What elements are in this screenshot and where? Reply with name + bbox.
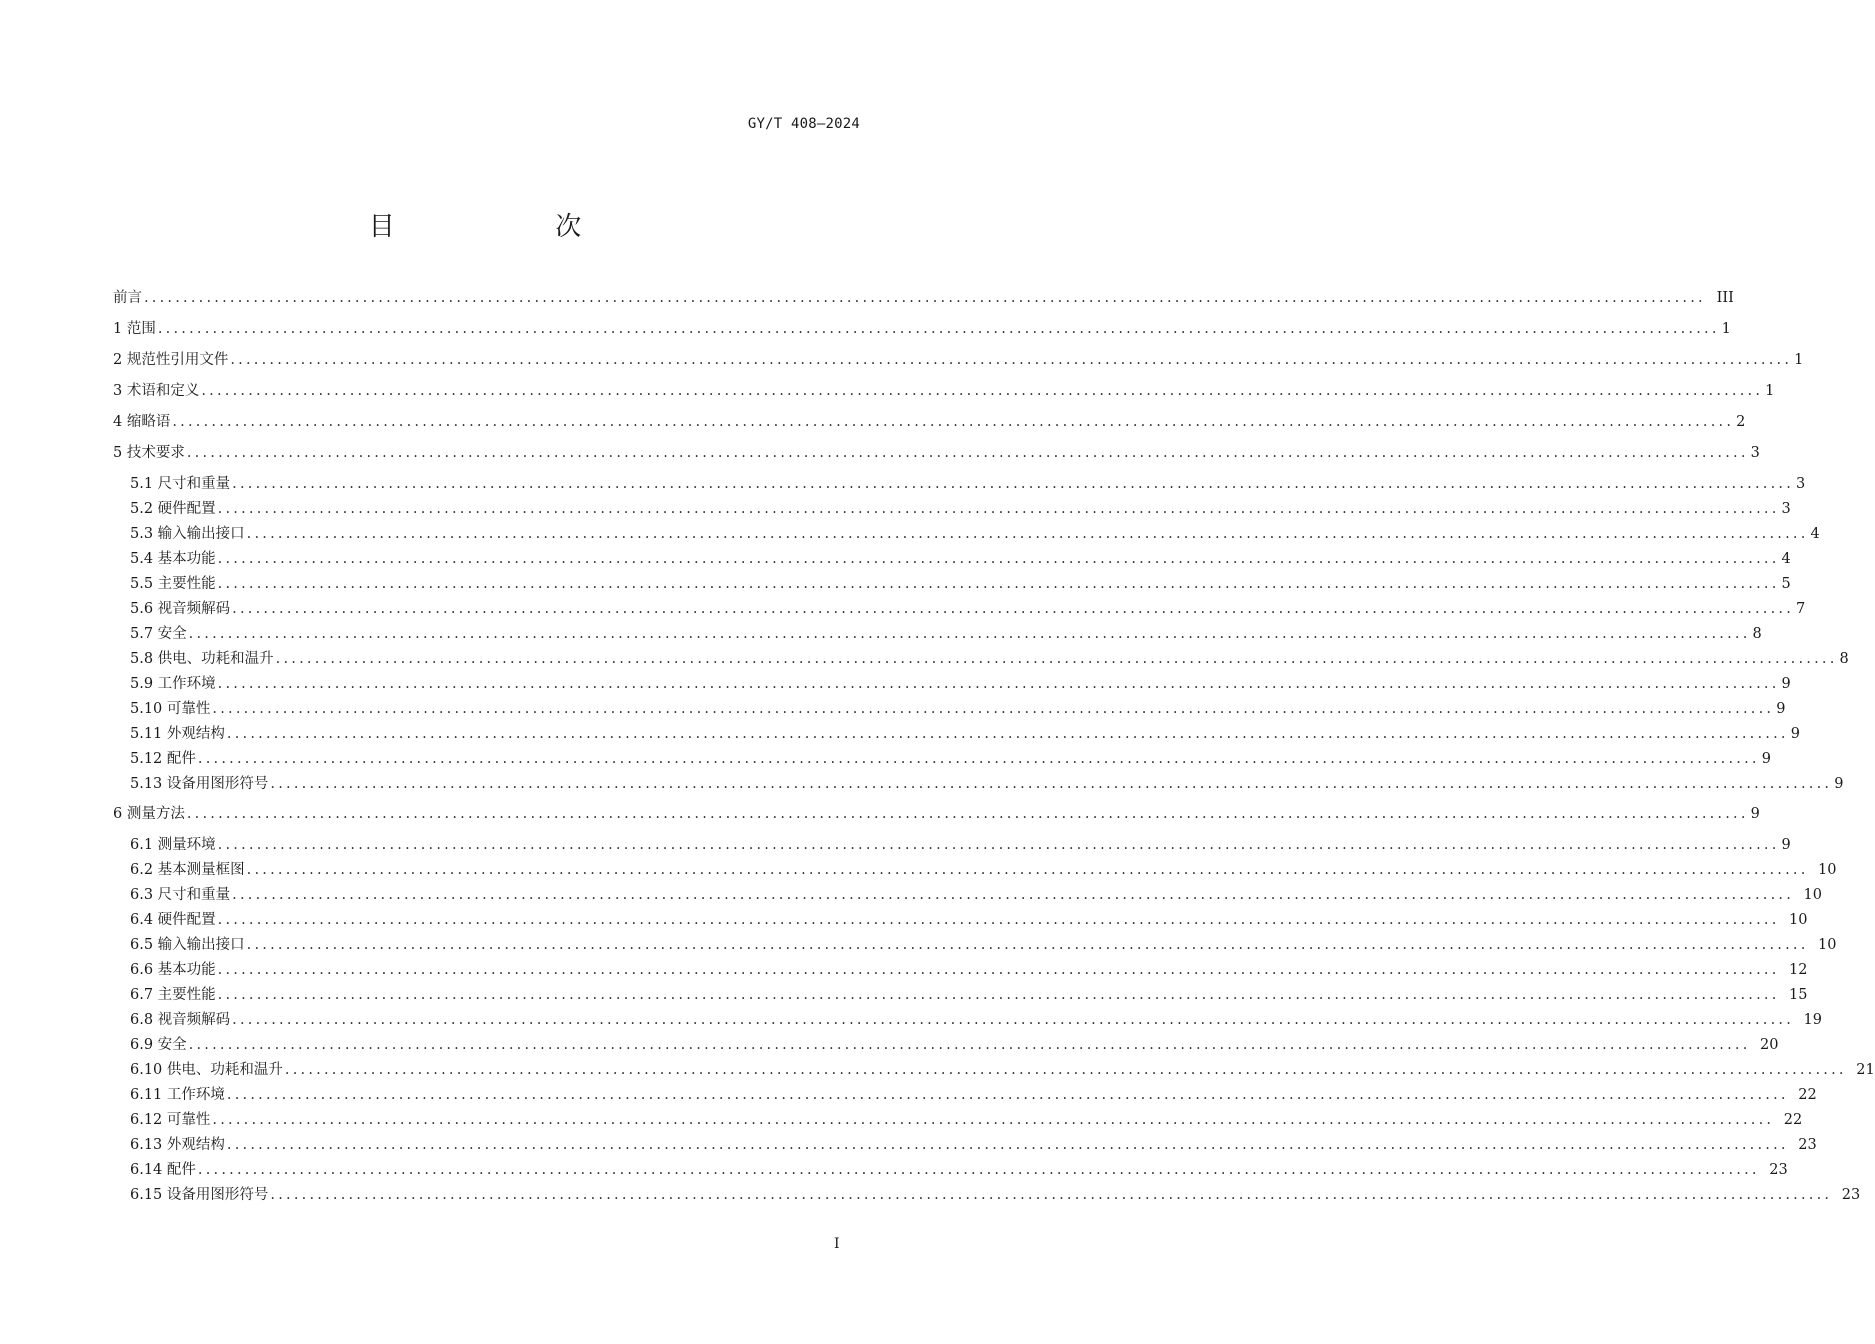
toc-entry[interactable] bbox=[130, 523, 1820, 545]
toc-dot-leader: ........................................................................................................................................................................................................ bbox=[217, 912, 1780, 928]
toc-dot-leader: ........................................................................................................................................................................................................ bbox=[212, 1112, 1775, 1128]
toc-entry-page: 20 bbox=[1760, 1037, 1779, 1053]
toc-dot-leader: ........................................................................................................................................................................................................ bbox=[217, 676, 1780, 692]
toc-entry-label: 6.8 视音频解码 bbox=[130, 1012, 231, 1028]
toc-entry[interactable] bbox=[113, 318, 1731, 340]
toc-entry-page: 22 bbox=[1798, 1087, 1817, 1103]
toc-entry-label: 5.3 输入输出接口 bbox=[130, 526, 245, 542]
toc-dot-leader: ........................................................................................................................................................................................................ bbox=[197, 751, 1760, 767]
toc-entry-page: 23 bbox=[1798, 1137, 1817, 1153]
toc-entry-label: 5.11 外观结构 bbox=[130, 726, 225, 742]
toc-entry[interactable] bbox=[130, 598, 1806, 620]
toc-entry-label: 2 规范性引用文件 bbox=[113, 352, 229, 368]
toc-entry[interactable] bbox=[113, 442, 1760, 464]
toc-entry-page: 4 bbox=[1810, 526, 1820, 542]
toc-entry-page: 1 bbox=[1721, 321, 1731, 337]
toc-entry-page: 2 bbox=[1736, 414, 1746, 430]
toc-dot-leader: ........................................................................................................................................................................................................ bbox=[232, 1012, 1794, 1028]
toc-entry[interactable] bbox=[130, 498, 1791, 520]
toc-entry-page: 9 bbox=[1750, 806, 1760, 822]
page-title: 目 次 bbox=[368, 212, 630, 242]
standard-code: GY/T 408—2024 bbox=[747, 116, 860, 132]
toc-entry[interactable] bbox=[130, 909, 1808, 931]
toc-entry-page: 10 bbox=[1818, 862, 1837, 878]
toc-entry-page: 4 bbox=[1781, 551, 1791, 567]
toc-dot-leader: ........................................................................................................................................................................................................ bbox=[275, 651, 1838, 667]
toc-entry[interactable] bbox=[113, 349, 1804, 371]
toc-entry-page: 3 bbox=[1781, 501, 1791, 517]
page-number: I bbox=[834, 1236, 840, 1252]
toc-entry-label: 前言 bbox=[113, 290, 142, 306]
toc-dot-leader: ........................................................................................................................................................................................................ bbox=[186, 806, 1749, 822]
toc-entry-page: 10 bbox=[1789, 912, 1808, 928]
toc-entry-label: 6 测量方法 bbox=[113, 806, 185, 822]
toc-entry-page: 22 bbox=[1783, 1112, 1803, 1128]
toc-dot-leader: ........................................................................................................................................................................................................ bbox=[217, 501, 1780, 517]
toc-entry-page: 3 bbox=[1796, 476, 1806, 492]
toc-entry-label: 6.2 基本测量框图 bbox=[130, 862, 245, 878]
toc-entry[interactable] bbox=[130, 548, 1791, 570]
toc-dot-leader: ........................................................................................................................................................................................................ bbox=[186, 445, 1749, 461]
toc-entry-label: 1 范围 bbox=[113, 321, 156, 337]
toc-entry-page: 5 bbox=[1781, 576, 1791, 592]
toc-entry[interactable] bbox=[130, 984, 1808, 1006]
toc-entry-page: 9 bbox=[1790, 726, 1800, 742]
toc-entry-page: 23 bbox=[1841, 1187, 1861, 1203]
toc-entry-label: 5.12 配件 bbox=[130, 751, 196, 767]
toc-dot-leader: ........................................................................................................................................................................................................ bbox=[217, 987, 1780, 1003]
toc-dot-leader: ........................................................................................................................................................................................................ bbox=[284, 1062, 1847, 1078]
toc-entry-page: 23 bbox=[1769, 1162, 1788, 1178]
toc-dot-leader: ........................................................................................................................................................................................................ bbox=[157, 321, 1720, 337]
toc-dot-leader: ........................................................................................................................................................................................................ bbox=[201, 383, 1764, 399]
toc-entry[interactable] bbox=[130, 834, 1791, 856]
toc-entry-page: 21 bbox=[1856, 1062, 1875, 1078]
toc-entry[interactable] bbox=[130, 959, 1808, 981]
toc-entry[interactable] bbox=[130, 1184, 1861, 1206]
toc-entry-label: 5.8 供电、功耗和温升 bbox=[130, 651, 274, 667]
toc-entry[interactable] bbox=[113, 380, 1775, 402]
toc-dot-leader: ........................................................................................................................................................................................................ bbox=[217, 962, 1780, 978]
toc-entry[interactable] bbox=[130, 723, 1800, 745]
toc-entry[interactable] bbox=[113, 411, 1746, 433]
toc-dot-leader: ........................................................................................................................................................................................................ bbox=[232, 887, 1794, 903]
toc-entry-label: 6.10 供电、功耗和温升 bbox=[130, 1062, 283, 1078]
toc-dot-leader: ........................................................................................................................................................................................................ bbox=[230, 352, 1793, 368]
toc-entry-page: 19 bbox=[1803, 1012, 1822, 1028]
toc-entry[interactable] bbox=[130, 884, 1822, 906]
toc-entry[interactable] bbox=[130, 1009, 1822, 1031]
toc-entry-page: 12 bbox=[1789, 962, 1808, 978]
toc-entry[interactable] bbox=[130, 623, 1762, 645]
toc-entry-page: 9 bbox=[1834, 776, 1844, 792]
toc-entry-label: 5.6 视音频解码 bbox=[130, 601, 231, 617]
toc-entry-page: 9 bbox=[1781, 676, 1791, 692]
toc-entry-page: 15 bbox=[1789, 987, 1808, 1003]
toc-entry-label: 6.12 可靠性 bbox=[130, 1112, 211, 1128]
toc-entry-page: 10 bbox=[1818, 937, 1837, 953]
toc-dot-leader: ........................................................................................................................................................................................................ bbox=[232, 601, 1794, 617]
toc-entry-page: 1 bbox=[1794, 352, 1804, 368]
toc-entry-label: 5.9 工作环境 bbox=[130, 676, 216, 692]
toc-entry[interactable] bbox=[130, 573, 1791, 595]
toc-entry[interactable] bbox=[130, 1059, 1875, 1081]
toc-entry-label: 6.15 设备用图形符号 bbox=[130, 1187, 269, 1203]
toc-entry[interactable] bbox=[130, 773, 1844, 795]
toc-entry-page: III bbox=[1716, 290, 1734, 306]
toc-entry-page: 9 bbox=[1776, 701, 1786, 717]
toc-dot-leader: ........................................................................................................................................................................................................ bbox=[217, 551, 1780, 567]
toc-entry-label: 6.14 配件 bbox=[130, 1162, 196, 1178]
toc-entry-page: 10 bbox=[1803, 887, 1822, 903]
toc-dot-leader: ........................................................................................................................................................................................................ bbox=[232, 476, 1794, 492]
toc-entry[interactable] bbox=[130, 1034, 1779, 1056]
toc-entry-label: 6.3 尺寸和重量 bbox=[130, 887, 231, 903]
toc-entry-label: 6.4 硬件配置 bbox=[130, 912, 216, 928]
toc-entry-label: 5.4 基本功能 bbox=[130, 551, 216, 567]
toc-dot-leader: ........................................................................................................................................................................................................ bbox=[217, 576, 1780, 592]
toc-entry[interactable] bbox=[130, 673, 1791, 695]
toc-entry-label: 6.1 测量环境 bbox=[130, 837, 216, 853]
toc-dot-leader: ........................................................................................................................................................................................................ bbox=[197, 1162, 1760, 1178]
toc-dot-leader: ........................................................................................................................................................................................................ bbox=[246, 862, 1809, 878]
toc-entry-page: 7 bbox=[1796, 601, 1806, 617]
toc-entry[interactable] bbox=[130, 1084, 1817, 1106]
toc-entry[interactable] bbox=[113, 287, 1734, 309]
toc-entry[interactable] bbox=[130, 859, 1837, 881]
toc-entry-page: 9 bbox=[1761, 751, 1771, 767]
toc-entry-label: 6.9 安全 bbox=[130, 1037, 187, 1053]
toc-entry-label: 5.7 安全 bbox=[130, 626, 187, 642]
toc-entry-label: 6.13 外观结构 bbox=[130, 1137, 225, 1153]
toc-entry-page: 9 bbox=[1781, 837, 1791, 853]
toc-dot-leader: ........................................................................................................................................................................................................ bbox=[212, 701, 1775, 717]
toc-dot-leader: ........................................................................................................................................................................................................ bbox=[270, 776, 1833, 792]
toc-entry[interactable] bbox=[130, 648, 1849, 670]
toc-dot-leader: ........................................................................................................................................................................................................ bbox=[188, 1037, 1751, 1053]
toc-entry-label: 5 技术要求 bbox=[113, 445, 185, 461]
toc-entry[interactable] bbox=[130, 1109, 1803, 1131]
toc-entry[interactable] bbox=[130, 748, 1771, 770]
toc-entry[interactable] bbox=[130, 698, 1786, 720]
toc-entry-page: 8 bbox=[1839, 651, 1849, 667]
toc-entry[interactable] bbox=[130, 1134, 1817, 1156]
toc-dot-leader: ........................................................................................................................................................................................................ bbox=[144, 290, 1706, 306]
toc-entry[interactable] bbox=[130, 473, 1806, 495]
toc-entry-label: 3 术语和定义 bbox=[113, 383, 200, 399]
toc-entry-label: 6.7 主要性能 bbox=[130, 987, 216, 1003]
toc-entry-label: 5.1 尺寸和重量 bbox=[130, 476, 231, 492]
toc-dot-leader: ........................................................................................................................................................................................................ bbox=[270, 1187, 1833, 1203]
toc-dot-leader: ........................................................................................................................................................................................................ bbox=[226, 726, 1789, 742]
toc-entry-label: 5.10 可靠性 bbox=[130, 701, 211, 717]
toc-entry[interactable] bbox=[113, 803, 1760, 825]
toc-entry[interactable] bbox=[130, 1159, 1788, 1181]
toc-dot-leader: ........................................................................................................................................................................................................ bbox=[246, 526, 1809, 542]
toc-entry-label: 5.2 硬件配置 bbox=[130, 501, 216, 517]
toc-entry-page: 1 bbox=[1765, 383, 1775, 399]
toc-dot-leader: ........................................................................................................................................................................................................ bbox=[226, 1137, 1789, 1153]
toc-dot-leader: ........................................................................................................................................................................................................ bbox=[217, 837, 1780, 853]
toc-entry[interactable] bbox=[130, 934, 1837, 956]
toc-dot-leader: ........................................................................................................................................................................................................ bbox=[172, 414, 1735, 430]
toc-entry-label: 5.13 设备用图形符号 bbox=[130, 776, 269, 792]
toc-entry-label: 6.6 基本功能 bbox=[130, 962, 216, 978]
toc-entry-label: 5.5 主要性能 bbox=[130, 576, 216, 592]
toc-entry-label: 6.5 输入输出接口 bbox=[130, 937, 245, 953]
toc-entry-page: 3 bbox=[1750, 445, 1760, 461]
toc-dot-leader: ........................................................................................................................................................................................................ bbox=[188, 626, 1751, 642]
toc-entry-page: 8 bbox=[1752, 626, 1762, 642]
toc-entry-label: 4 缩略语 bbox=[113, 414, 171, 430]
toc-dot-leader: ........................................................................................................................................................................................................ bbox=[246, 937, 1809, 953]
toc-entry-label: 6.11 工作环境 bbox=[130, 1087, 225, 1103]
toc-dot-leader: ........................................................................................................................................................................................................ bbox=[226, 1087, 1789, 1103]
